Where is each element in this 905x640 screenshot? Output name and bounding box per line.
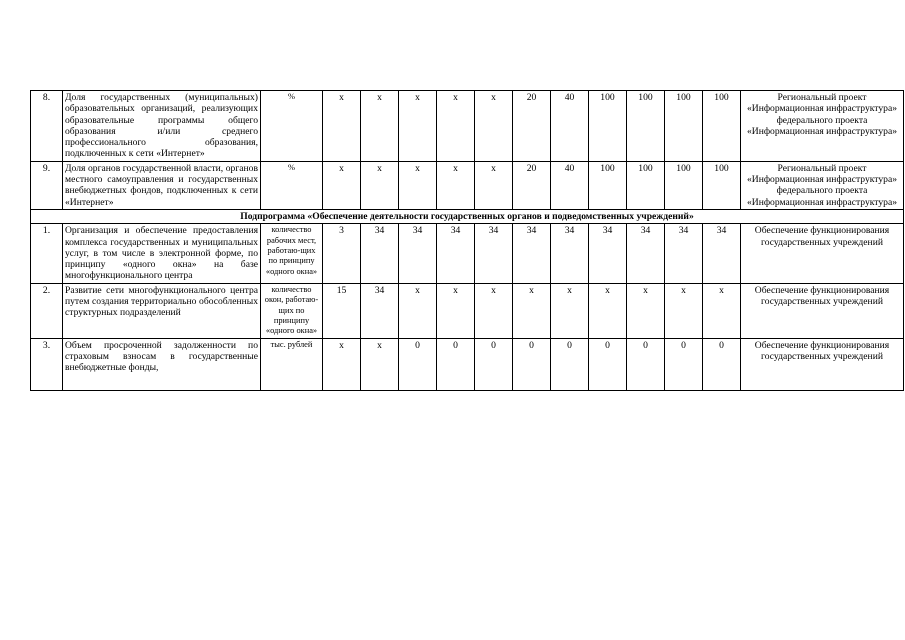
year-value: х: [627, 283, 665, 338]
year-value: х: [437, 161, 475, 209]
unit-of-measure-content: тыс. рублей: [270, 339, 313, 349]
table-row: [31, 224, 904, 283]
year-value-content: 0: [567, 339, 572, 351]
year-value-content: 0: [415, 339, 420, 351]
year-value-content: 0: [681, 339, 686, 351]
year-value: [589, 338, 627, 390]
indicator-name: [63, 338, 261, 390]
unit-of-measure: количество рабочих мест, работаю-щих по принципу «одного окна»: [261, 224, 323, 283]
year-value: 20: [513, 91, 551, 162]
year-value: 100: [627, 91, 665, 162]
year-value-content: 0: [491, 339, 496, 351]
project-note: Региональный проект «Информационная инфраструктура» федерального проекта «Информационная инфраструктура»: [741, 161, 904, 209]
year-value-content: х: [377, 339, 382, 351]
year-value: 40: [551, 91, 589, 162]
year-value: х: [475, 161, 513, 209]
year-value: 34: [589, 224, 627, 283]
year-value: 40: [551, 161, 589, 209]
year-value-content: 0: [453, 339, 458, 351]
indicator-name-content: Объем просроченной задолженности по страховым взносам в государственные внебюджетные фонды,: [65, 339, 258, 374]
year-value: 100: [665, 91, 703, 162]
project-note: Обеспечение функционирования государственных учреждений: [741, 283, 904, 338]
row-number: 8.: [31, 91, 63, 162]
year-value: х: [551, 283, 589, 338]
project-note: Обеспечение функционирования государственных учреждений: [741, 224, 904, 283]
year-value: х: [437, 283, 475, 338]
year-value-content: 0: [643, 339, 648, 351]
year-value: [437, 338, 475, 390]
year-value: х: [399, 91, 437, 162]
year-value: х: [703, 283, 741, 338]
year-value: 34: [551, 224, 589, 283]
year-value: 15: [323, 283, 361, 338]
year-value: 34: [399, 224, 437, 283]
year-value: 3: [323, 224, 361, 283]
row-number: 2.: [31, 283, 63, 338]
year-value: х: [323, 161, 361, 209]
year-value: 100: [703, 161, 741, 209]
year-value: х: [399, 161, 437, 209]
year-value: 100: [627, 161, 665, 209]
indicator-name: Организация и обеспечение предоставления комплекса государственных и муниципальных услуг, в том числе в электронной форме, по принципу «одного окна» на базе многофункционального центра: [63, 224, 261, 283]
year-value-content: х: [339, 339, 344, 351]
unit-of-measure: количество окон, работаю-щих по принципу «одного окна»: [261, 283, 323, 338]
year-value: 34: [627, 224, 665, 283]
year-value: х: [513, 283, 551, 338]
year-value: [551, 338, 589, 390]
row-number: [31, 338, 63, 390]
year-value: 34: [513, 224, 551, 283]
indicator-name: Развитие сети многофункционального центра путем создания территориально обособленных структурных подразделений: [63, 283, 261, 338]
year-value: 34: [361, 224, 399, 283]
year-value: 100: [703, 91, 741, 162]
year-value-content: 0: [719, 339, 724, 351]
year-value: 20: [513, 161, 551, 209]
year-value: [703, 338, 741, 390]
year-value-content: 0: [529, 339, 534, 351]
row-number-content: 3.: [42, 339, 51, 351]
year-value: [475, 338, 513, 390]
row-number: 9.: [31, 161, 63, 209]
year-value: 34: [665, 224, 703, 283]
project-note: [741, 338, 904, 390]
year-value: х: [323, 91, 361, 162]
year-value: 34: [437, 224, 475, 283]
year-value: 100: [589, 161, 627, 209]
table-body-bottom: [31, 224, 904, 391]
year-value: [665, 338, 703, 390]
section-title: Подпрограмма «Обеспечение деятельности государственных органов и подведомственных учреждений»: [31, 209, 904, 223]
year-value-content: 0: [605, 339, 610, 351]
year-value: 34: [703, 224, 741, 283]
year-value: х: [475, 283, 513, 338]
year-value: [323, 338, 361, 390]
table-section: [31, 209, 904, 223]
project-note: Региональный проект «Информационная инфраструктура» федерального проекта «Информационная инфраструктура»: [741, 91, 904, 162]
section-row: [31, 209, 904, 223]
unit-of-measure: %: [261, 161, 323, 209]
year-value: 34: [361, 283, 399, 338]
year-value: [513, 338, 551, 390]
indicators-table: [30, 90, 904, 391]
year-value: х: [361, 161, 399, 209]
year-value: 34: [475, 224, 513, 283]
year-value: х: [589, 283, 627, 338]
table-row: [31, 91, 904, 162]
year-value: [361, 338, 399, 390]
indicator-name: Доля государственных (муниципальных) образовательных организаций, реализующих образовательные программы общего образования и/или среднего профессионального образования, подключенных к сети «Интернет»: [63, 91, 261, 162]
table-row: [31, 283, 904, 338]
unit-of-measure: %: [261, 91, 323, 162]
table-row: [31, 161, 904, 209]
year-value: х: [437, 91, 475, 162]
year-value: 100: [665, 161, 703, 209]
year-value: [627, 338, 665, 390]
year-value: [399, 338, 437, 390]
year-value: 100: [589, 91, 627, 162]
row-number: 1.: [31, 224, 63, 283]
unit-of-measure: [261, 338, 323, 390]
table-row: [31, 338, 904, 390]
year-value: х: [665, 283, 703, 338]
indicator-name: Доля органов государственной власти, органов местного самоуправления и государственных внебюджетных фондов, подключенных к сети «Интернет»: [63, 161, 261, 209]
year-value: х: [361, 91, 399, 162]
year-value: х: [475, 91, 513, 162]
table-body-top: [31, 91, 904, 210]
project-note-content: Обеспечение функционирования государственных учреждений: [754, 339, 890, 363]
year-value: х: [399, 283, 437, 338]
